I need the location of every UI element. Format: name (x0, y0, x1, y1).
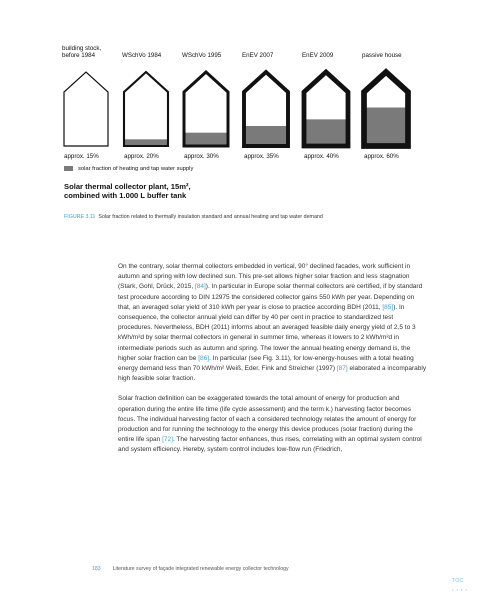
citation-link[interactable]: [85] (382, 303, 394, 311)
body-text (118, 262, 428, 466)
house-fill (304, 119, 348, 146)
figure (0, 0, 486, 230)
citation-link[interactable]: [84] (194, 283, 206, 291)
page-number: 183 (92, 566, 101, 572)
house-label: EnEV 2009 (302, 52, 334, 59)
citation-link[interactable]: [86] (198, 354, 210, 362)
approx-label: approx. 35% (244, 153, 279, 160)
house-fill (364, 108, 408, 146)
house-outline (124, 72, 168, 146)
figure-number: FIGURE 3.11 (64, 214, 96, 220)
running-title: Literature survey of façade integrated renewable energy collector technology (112, 566, 289, 572)
page-footer (92, 566, 289, 572)
citation-link[interactable]: [72] (162, 436, 173, 444)
house-fill (184, 133, 228, 146)
approx-label: approx. 15% (64, 153, 99, 160)
house-label: EnEV 2007 (242, 52, 274, 59)
house-label: WSchVo 1984 (122, 52, 162, 59)
approx-label: approx. 20% (124, 153, 159, 160)
houses-diagram (0, 0, 486, 160)
house-label: WSchVo 1995 (182, 52, 222, 59)
citation-link[interactable]: [87] (336, 365, 348, 373)
legend (64, 166, 193, 172)
toc-dots: • • • • (452, 587, 468, 592)
paragraph-1: On the contrary, solar thermal collectors embedded in vertical, 90° declined facades, work sufficient in autumn and spring with low declined sun. This pre-set allows higher solar fraction and less stagnation (Stark, Gohl, Drück, 2015, [84]). In particular in Europe solar thermal collectors are certified, if by standard test procedure according to DIN 12975 the considered collector gains 550 kWh per year. Depending on that, an averaged solar yield of 310 kWh per year is close to practice according BDH (2011, [85]). In consequence, the collector annual yield can differ by 40 per cent in practice to standardized test procedures. Nevertheless, BDH (2011) informs about an averaged feasible daily energy yield of 2,5 to 3 kWh/m²d by solar thermal collectors in general in summer time, whereas it lowers to 2 kWh/m²d in intermediate periods such as autumn and spring. The lower the annual heating energy demand is, the higher solar fraction can be [86]. In particular (see Fig. 3.11), for low-energy-houses with a total heating energy demand less than 70 kWh/m² Weiß, Eder, Fink and Streicher (1997) [87] elaborated a incomparably high feasible solar fraction. (118, 263, 427, 383)
house-label: passive house (362, 52, 402, 59)
plant-title (64, 182, 191, 200)
plant-title-line2: combined with 1.000 L buffer tank (64, 191, 187, 200)
house-outline (64, 72, 108, 146)
toc-link[interactable]: TOC (452, 578, 464, 584)
approx-label: approx. 30% (184, 153, 219, 160)
approx-label: approx. 40% (304, 153, 339, 160)
house-fill (244, 126, 288, 146)
paragraph-2: Solar fraction definition can be exaggerated towards the total amount of energy for production and operation during the entire life time (life cycle assessment) and the term k.) harvesting factor becomes focus. The individual harvesting factor of each a considered technology relates the amount of energy for production and for running the technology to the energy this device produces (solar fraction) during the entire life span [72]. The harvesting factor enhances, thus rises, correlating with an optimal system control and system efficiency. Hereby, system control includes low-flow run (Friedrich, (118, 395, 422, 454)
legend-swatch (64, 166, 73, 171)
legend-label: solar fraction of heating and tap water supply (78, 166, 194, 173)
figure-caption (64, 214, 323, 220)
approx-label: approx. 60% (364, 153, 399, 160)
caption-text: Solar fraction related to thermally insulation standard and annual heating and tap water demand (98, 214, 323, 220)
plant-title-line1: Solar thermal collector plant, 15m², (64, 182, 191, 191)
house-label: building stock, before 1984 (62, 45, 102, 59)
